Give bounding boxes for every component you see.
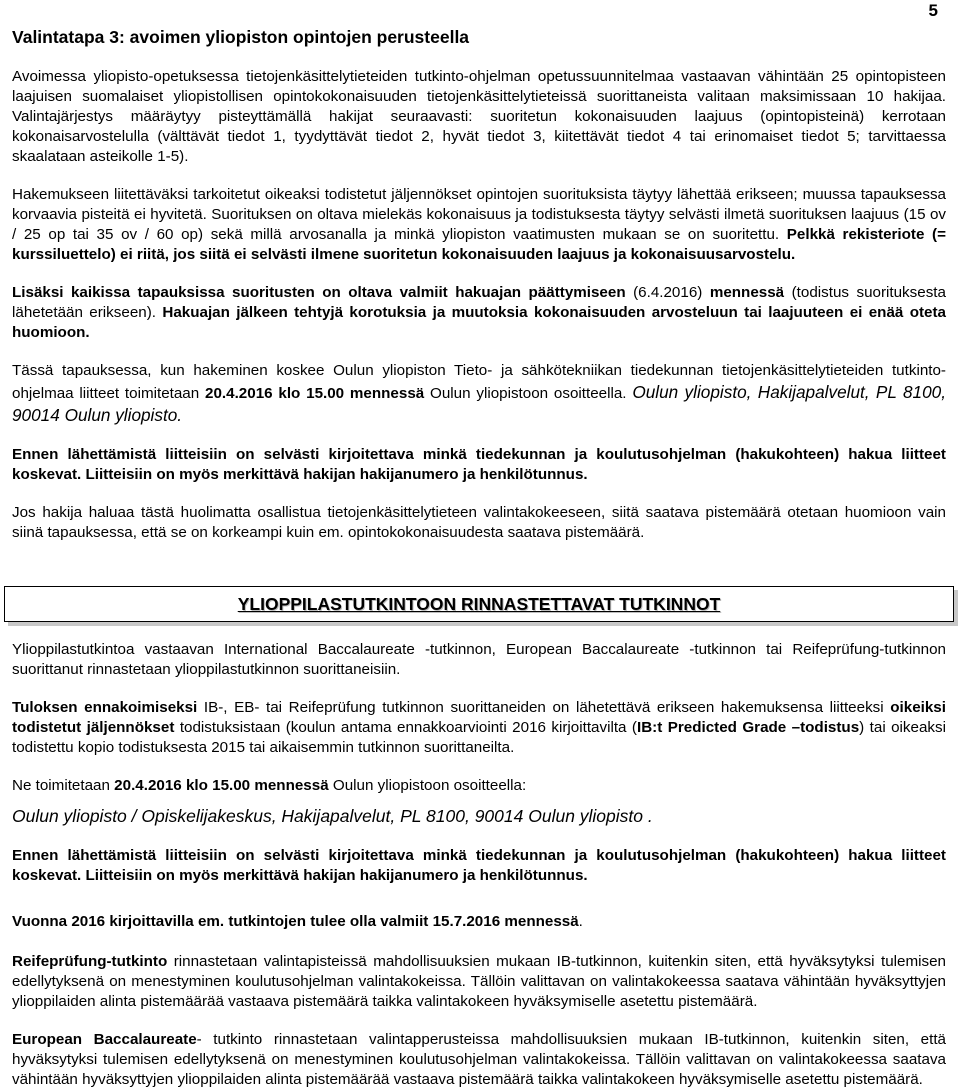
text: IB-, EB- tai Reifeprüfung tutkinnon suorittaneiden on lähetettävä erikseen hakemuksensa liitteeksi — [203, 699, 884, 716]
section-heading-box — [4, 586, 954, 622]
bold-text: oikeiksi todistetut jäljennökset — [12, 699, 946, 736]
paragraph-deadline — [12, 283, 946, 343]
text: todistuksistaan (koulun antama ennakkoarviointi 2016 kirjoittavilta ( — [179, 719, 637, 736]
bold-text: Pelkkä rekisteriote (= kurssiluettelo) ei riitä, jos siitä ei selvästi ilmene suoritetun kokonaisuuden laajuus ja kokonaisuusarvostelu. — [12, 226, 946, 263]
paragraph-rinnastus: Ylioppilastutkintoa vastaavan International Baccalaureate -tutkinnon, European Baccalaureate -tutkinnon tai Reifeprüfung-tutkinnon suorittanut rinnastetaan ylioppilastutkinnon suorittaneisiin. — [12, 641, 946, 678]
text: Tässä tapauksessa, kun hakeminen koskee Oulun yliopiston Tieto- ja sähkötekniikan tiedekunnan tietojenkäsittelytieteiden tutkinto-ohjelmaa liitteet toimitetaan — [12, 362, 946, 402]
text: Ne toimitetaan — [12, 777, 110, 794]
text: Oulun yliopistoon osoitteella: — [332, 777, 527, 794]
bold-text: IB:t Predicted Grade –todistus — [636, 719, 860, 736]
bold-text: Reifeprüfung-tutkinto — [12, 953, 168, 970]
bold-text: Hakuajan jälkeen tehtyjä korotuksia ja muutoksia kokonaisuuden arvosteluun tai laajuuteen ei enää oteta huomioon. — [12, 304, 946, 341]
text: . — [578, 913, 583, 930]
text: rinnastetaan valintapisteissä mahdollisuuksien mukaan IB-tutkinnon, kuitenkin siten, että hyväksytyksi tulemisen edellytyksenä on menestyminen koulutusohjelman valintakokeissa. Tällöin valittavan on valintakokeessa saatava vähintään hyväksyttyjen ylioppilaiden alinta pistemäärää vastaava pistemäärä taikka valintakokeen hyväksymiselle asetettu pistemäärä. — [12, 953, 946, 1010]
bold-text: 20.4.2016 klo 15.00 mennessä — [114, 777, 329, 794]
bold-text: Lisäksi kaikissa tapauksissa suoritusten on oltava valmiit hakuajan päättymiseen — [12, 284, 626, 301]
paragraph-toimitus — [12, 361, 946, 427]
bold-text: mennessä — [709, 284, 785, 301]
paragraph-reifeprufung — [12, 952, 946, 1012]
bold-text: Tuloksen ennakoimiseksi — [12, 699, 198, 716]
paragraph-tuloksen-ennakoimiseksi — [12, 698, 946, 758]
address-text: Oulun yliopisto, Hakijapalvelut, PL 8100, 90014 Oulun yliopisto. — [12, 382, 946, 425]
bold-text: Vuonna 2016 kirjoittavilla em. tutkintojen tulee olla valmiit 15.7.2016 mennessä — [12, 913, 579, 930]
paragraph-european-baccalaureate — [12, 1030, 946, 1090]
paragraph-vuonna-2016 — [12, 912, 946, 932]
bold-text: European Baccalaureate — [12, 1031, 197, 1048]
bold-text: 20.4.2016 klo 15.00 mennessä — [205, 385, 425, 402]
paragraph-ennen-lahettamista: Ennen lähettämistä liitteisiin on selvästi kirjoitettava minkä tiedekunnan ja koulutusohjelman (hakukohteen) hakua liitteet koskevat. Liitteisiin on myös merkittävä hakijan hakijanumero ja henkilötunnus. — [12, 446, 946, 483]
paragraph-ennen-lahettamista-2: Ennen lähettämistä liitteisiin on selvästi kirjoitettava minkä tiedekunnan ja koulutusohjelman (hakukohteen) hakua liitteet koskevat. Liitteisiin on myös merkittävä hakijan hakijanumero ja henkilötunnus. — [12, 847, 946, 884]
text: Oulun yliopistoon osoitteella. — [430, 385, 627, 402]
section-heading-valintatapa-3: Valintatapa 3: avoimen yliopiston opintojen perusteella — [12, 27, 470, 47]
page-number: 5 — [928, 1, 938, 20]
paragraph-liitteet — [12, 185, 946, 265]
paragraph-avoin-yliopisto-intro: Avoimessa yliopisto-opetuksessa tietojenkäsittelytieteiden tutkinto-ohjelman opetussuunnitelmaa vastaavan vähintään 25 opintopisteen laajuisen suomalaiset yliopistollisen opintokokonaisuuden tietojenkäsittelytieteissä suorittaneista valitaan maksimissaan 10 hakijaa. Valintajärjestys määräytyy pisteyttämällä hakijat seuraavasti: suoritetun kokonaisuuden laajuus (opintopisteinä) kerrotaan kokonaisarvostelulla (välttävät tiedot 1, tyydyttävät tiedot 2, hyvät tiedot 3, kiitettävät tiedot 4 tai erinomaiset tiedot 5; tarvittaessa skaalataan asteikolle 1-5). — [12, 68, 946, 165]
document-body — [12, 0, 946, 1090]
text: ) tai oikeaksi todistettu kopio todistuksesta 2015 tai aikaisemmin tutkinnon suorittaneilta. — [12, 719, 946, 756]
address-line: Oulun yliopisto / Opiskelijakeskus, Hakijapalvelut, PL 8100, 90014 Oulun yliopisto . — [12, 806, 653, 826]
text: Hakemukseen liitettäväksi tarkoitetut oikeaksi todistetut jäljennökset opintojen suorituksista täytyy lähettää erikseen; muussa tapauksessa korvaavia pisteitä ei hyvitetä. Suorituksen on oltava mielekäs kokonaisuus ja todistuksesta täytyy selvästi ilmetä suorituksen laajuus (15 ov / 25 op tai 35 ov / 60 op) sekä millä arvosanalla ja minkä yliopiston vaatimusten mukaan se on suoritettu. — [12, 186, 946, 243]
paragraph-valintakoe: Jos hakija haluaa tästä huolimatta osallistua tietojenkäsittelytieteen valintakokeeseen, siitä saatava pistemäärä otetaan huomioon vain siinä tapauksessa, että se on korkeampi kuin em. opintokokonaisuudesta saatava pistemäärä. — [12, 504, 946, 541]
date-text: (6.4.2016) — [633, 284, 703, 301]
text: (todistus suorituksesta lähetetään erikseen). — [12, 284, 946, 321]
paragraph-toimitetaan — [12, 776, 946, 796]
section-heading-ylioppilastutkintoon: YLIOPPILASTUTKINTOON RINNASTETTAVAT TUTKINNOT — [237, 593, 721, 614]
text: - tutkinto rinnastetaan valintapperusteissa mahdollisuuksien mukaan IB-tutkinnon, kuitenkin siten, että hyväksytyksi tulemisen edellytyksenä on menestyminen koulutusohjelman valintakokeissa. Tällöin valittavan on valintakokeessa saatava vähintään hyväksyttyjen ylioppilaiden alinta pistemäärää vastaava pistemäärä taikka valintakokeen hyväksymiselle asetettu pistemäärä. — [12, 1031, 946, 1088]
